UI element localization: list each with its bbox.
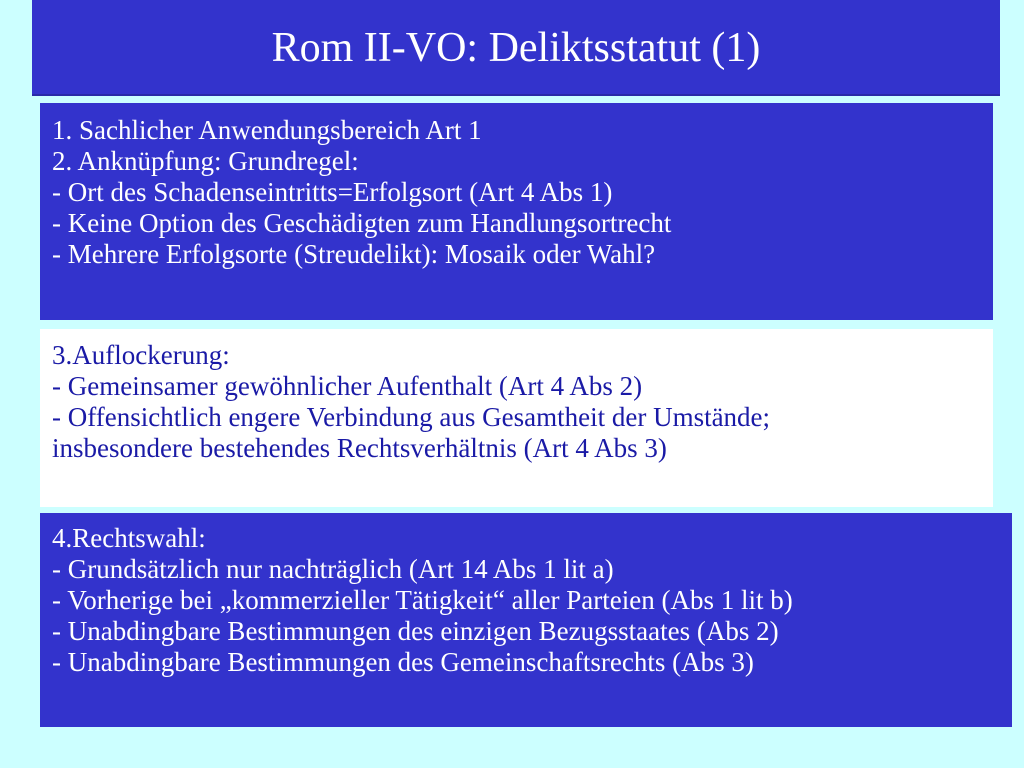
panel-line: - Grundsätzlich nur nachträglich (Art 14 Abs 1 lit a) bbox=[52, 554, 614, 584]
panel-line: - Keine Option des Geschädigten zum Handlungsortrecht bbox=[52, 208, 672, 238]
panel-line: - Unabdingbare Bestimmungen des einzigen Bezugsstaates (Abs 2) bbox=[52, 616, 779, 646]
panel-line: - Ort des Schadenseintritts=Erfolgsort (Art 4 Abs 1) bbox=[52, 177, 613, 207]
panel-line: - Gemeinsamer gewöhnlicher Aufenthalt (Art 4 Abs 2) bbox=[52, 371, 643, 401]
slide-title: Rom II-VO: Deliktsstatut (1) bbox=[271, 25, 761, 71]
panel-line: 3.Auflockerung: bbox=[52, 340, 230, 370]
panel-line: - Mehrere Erfolgsorte (Streudelikt): Mosaik oder Wahl? bbox=[52, 239, 656, 269]
panel-line: 1. Sachlicher Anwendungsbereich Art 1 bbox=[52, 115, 482, 145]
panel-auflockerung bbox=[40, 329, 993, 507]
panel-grundregel bbox=[40, 103, 993, 320]
panel-line: 2. Anknüpfung: Grundregel: bbox=[52, 146, 359, 176]
panel-line: insbesondere bestehendes Rechtsverhältnis (Art 4 Abs 3) bbox=[52, 433, 667, 463]
panel-rechtswahl bbox=[40, 513, 1012, 727]
title-banner bbox=[32, 0, 1000, 96]
panel-line: - Offensichtlich engere Verbindung aus Gesamtheit der Umstände; bbox=[52, 402, 771, 432]
panel-line: - Unabdingbare Bestimmungen des Gemeinschaftsrechts (Abs 3) bbox=[52, 647, 754, 677]
panel-line: 4.Rechtswahl: bbox=[52, 523, 206, 553]
panel-line: - Vorherige bei „kommerzieller Tätigkeit“ aller Parteien (Abs 1 lit b) bbox=[52, 585, 793, 615]
